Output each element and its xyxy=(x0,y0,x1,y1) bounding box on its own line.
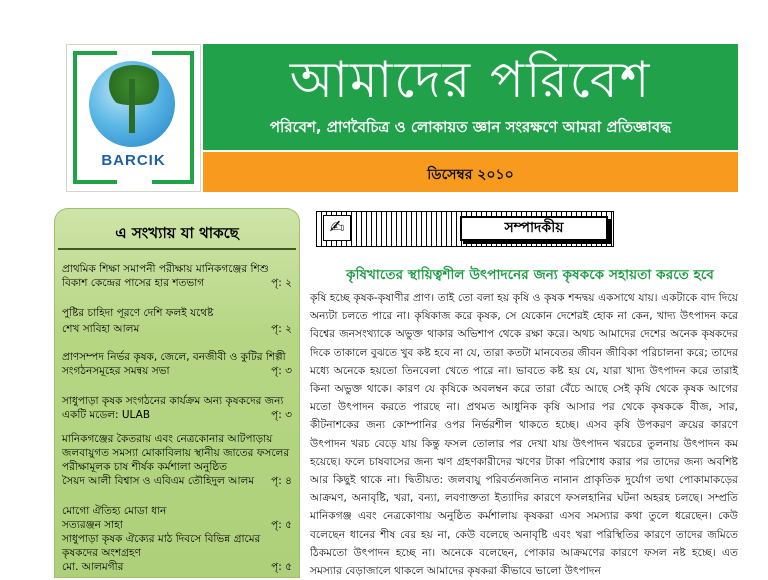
toc-item-page: পৃ: ৫ xyxy=(271,519,292,531)
contents-sidebar xyxy=(54,208,300,578)
toc-item-title: পুষ্টির চাহিদা পূরণে দেশি ফলই যথেষ্ট xyxy=(62,307,214,319)
toc-item[interactable] xyxy=(62,262,292,290)
toc-item-title: সাধুপাড়া কৃষক ঐক্যের মাঠ দিবসে বিভিন্ন গ্রামের কৃষকদের অংশগ্রহণ xyxy=(62,533,261,559)
toc-item-title: প্রাথমিক শিক্ষা সমাপনী পরীক্ষায় মানিকগঞ্জের শিশু বিকাশ কেন্দ্রের পাসের হার শতভাগ xyxy=(62,263,269,289)
pen-writing-icon: ✍ xyxy=(323,215,351,241)
toc-item-page: পৃ: ৩ xyxy=(271,409,292,421)
toc-item[interactable] xyxy=(62,350,292,378)
issue-date: ডিসেম্বর ২০১০ xyxy=(427,167,514,183)
toc-item[interactable] xyxy=(62,394,292,422)
toc-item[interactable] xyxy=(62,532,292,574)
toc-item-author: শেখ সাবিহা আলম xyxy=(62,323,140,335)
toc-item[interactable] xyxy=(62,432,292,488)
toc-item-title: সাধুপাড়া কৃষক সংগঠনের কার্যক্রম অন্য কৃষকদের জন্য একটি মডেল: ULAB xyxy=(62,395,284,421)
editorial-headline: কৃষিখাতের স্থায়িত্বশীল উৎপাদনের জন্য কৃষককে সহায়তা করতে হবে xyxy=(346,267,714,283)
newsletter-tagline: পরিবেশ, প্রাণবৈচিত্র ও লোকায়ত জ্ঞান সংরক্ষণে আমরা প্রতিজ্ঞাবদ্ধ xyxy=(269,118,672,136)
editorial-label: সম্পাদকীয় xyxy=(460,216,608,241)
toc-item-page: পৃ: ২ xyxy=(271,277,292,289)
tree-trunk xyxy=(129,79,135,133)
toc-item-page: পৃ: ৩ xyxy=(271,365,292,377)
toc-item[interactable] xyxy=(62,306,292,336)
newsletter-title: আমাদের পরিবেশ xyxy=(289,51,652,109)
toc-item-title: মোগো ঐতিহ্য মোডা ধান xyxy=(62,505,167,517)
toc-item[interactable] xyxy=(62,504,292,532)
toc-item-author: সত্যরঞ্জন সাহা xyxy=(62,519,123,531)
date-band xyxy=(203,152,738,192)
contents-divider xyxy=(58,248,296,250)
title-band xyxy=(203,44,738,150)
masthead xyxy=(66,44,738,192)
toc-item-title: প্রাণসম্পদ নির্ভর কৃষক, জেলে, বনজীবী ও কুটির শিল্পী সংগঠনসমূহের সমন্বয় সভা xyxy=(62,351,286,377)
editorial-body: কৃষি হচ্ছে কৃষক-কৃষাণীর প্রাণ। তাই তো বলা হয় কৃষি ও কৃষক শব্দদ্বয় একসাথে যায়। একটাকে বাদ দিয়ে অন্যটা চলতে পারে না। কৃষিকাজ করে কৃষক, সে যেকোন দেশেরই হোক না কেন, খাদ্য উৎপাদন করে বিশ্বের জনসংখ্যাকে অভুক্ত থাকার অভিশাপ থেকে রক্ষা করে। অথচ আমাদের দেশের অনেক কৃষকদের দিকে তাকালে বুঝতে খুব কষ্ট হবে না যে, তারা কতটা মানবেতর জীবন জীবিকা পরিচালনা করে; তাদের মধ্যে অনেকে হয়তো তিনবেলা খেতে পারে না। ভাবতে কষ্ট হয় যে, যারা খাদ্য উৎপাদন করে তারাই কিনা অভুক্ত থাকে। কারণ যে কৃষিকে অবলম্বন করে তারা বেঁচে আছে সেই কৃষি থেকে কৃষক আগের মতো উৎপাদন করতে পারছে না। প্রথমত আধুনিক কৃষি আসার পর থেকে কৃষককে বীজ, সার, কীটনাশকের জন্য কোম্পানির ওপর নির্ভরশীল থাকতে হচ্ছে। এসব কৃষি উপকরণ ক্রয়ের কারণে উৎপাদন খরচ বেড়ে যায় কিন্তু ফসল তোলার পর দেখা যায় উৎপাদন খরচের তুলনায় উৎপাদন কম হয়েছে। ফলে চাষবাসের জন্য ঋণ গ্রহণকারীদের ঋণের টাকা পরিশোধ করার পর তাদের জন্য অবশিষ্ট আর কিছুই থাকে না। দ্বিতীয়ত: জলবায়ু পরিবর্তনজনিত নানান প্রাকৃতিক দুর্যোগ তথা পোকামাকড়ের আক্রমণ, অনাবৃষ্টি, খরা, বন্যা, লবণাক্ততা ইত্যাদির কারণে ফসলহানির ঘটনা অহরহ চলছে। সম্প্রতি মানিকগঞ্জ এবং নেত্রকোণায় অনুষ্ঠিত কর্মশালায় কৃষকরা এসব সমস্যার কথা তুলে ধরেছেন। কেউ বলেছেন ধানের শীষ বের হয় না, কেউ বলেছে অনাবৃষ্টি এবং খরা পরিস্থিতির কারণে তাদের জমিতে ঠিকমতো উৎপাদন হচ্ছে না। অনেকে বলেছেন, পোকার আক্রমণের কারণে ফসল নষ্ট হচ্ছে। এত সমস্যার বেড়াজালে থাকলে আমাদের কৃষকরা কীভাবে ভালো উৎপাদন xyxy=(310,292,738,578)
toc-item-author: মো. আলমগীর xyxy=(62,561,124,573)
contents-heading: এ সংখ্যায় যা থাকছে xyxy=(115,224,239,242)
toc-item-page: পৃ: ২ xyxy=(271,323,292,335)
logo-text: BARCIK xyxy=(101,152,166,169)
toc-item-page: পৃ: ৪ xyxy=(271,475,292,487)
barcik-logo xyxy=(66,44,201,192)
toc-item-page: পৃ: ৫ xyxy=(271,561,292,573)
toc-item-author: সৈয়দ আলী বিশ্বাস ও এবিএম তৌহিদুল আলম xyxy=(62,475,255,487)
toc-item-title: মানিকগঞ্জের কৈতরায় এবং নেত্রকোনার আটপাড়ায় জলবায়ুগত সমস্যা মোকাবিলায় স্থানীয় জাতের ফসলের পরীক্ষামূলক চাষ শীর্ষক কর্মশালা অনুষ্ঠিত xyxy=(62,433,290,473)
